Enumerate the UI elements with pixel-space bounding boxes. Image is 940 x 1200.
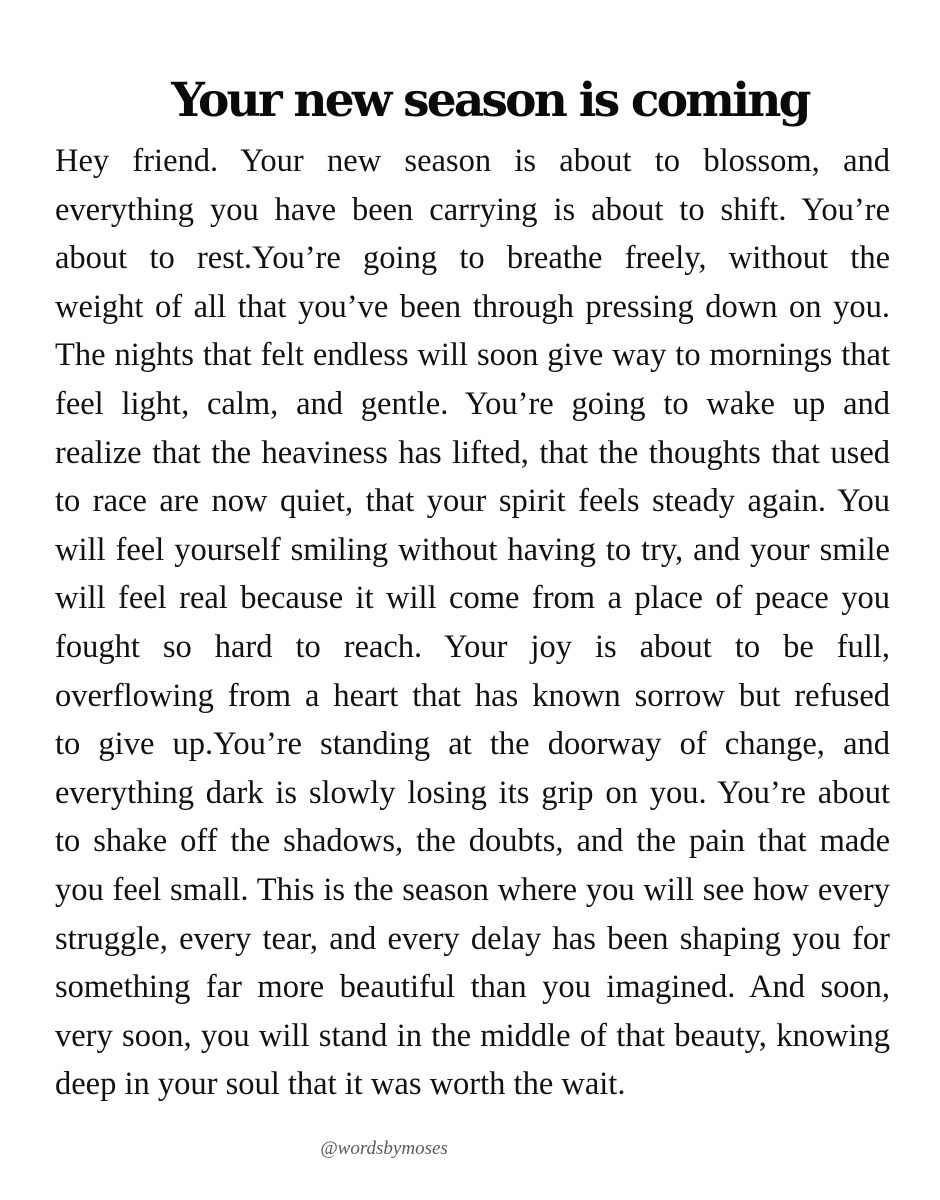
body-line: overflowing from a heart that has known sorrow but refused xyxy=(55,677,890,714)
body-line: about to rest.You’re going to breathe freely, without the xyxy=(55,240,890,277)
body-line: weight of all that you’ve been through pressing down on you. xyxy=(55,288,890,325)
author-handle: @wordsbymoses xyxy=(320,1138,448,1159)
body-line: feel light, calm, and gentle. You’re going to wake up and xyxy=(55,385,890,422)
body-line: will feel yourself smiling without having to try, and your smile xyxy=(55,531,890,568)
post-title: Your new season is coming xyxy=(171,73,809,128)
body-line: Hey friend. Your new season is about to blossom, and xyxy=(55,143,890,179)
body-line: fought so hard to reach. Your joy is about to be full, xyxy=(55,628,890,665)
body-line: very soon, you will stand in the middle of that beauty, knowing xyxy=(55,1017,890,1054)
body-line: realize that the heaviness has lifted, that the thoughts that used xyxy=(55,434,890,471)
body-line: The nights that felt endless will soon give way to mornings that xyxy=(55,337,890,374)
body-line: will feel real because it will come from a place of peace you xyxy=(55,580,890,617)
body-line: everything dark is slowly losing its grip on you. You’re about xyxy=(55,774,890,811)
body-line: to give up.You’re standing at the doorway of change, and xyxy=(55,726,890,763)
body-line: to race are now quiet, that your spirit feels steady again. You xyxy=(55,483,890,520)
body-line: struggle, every tear, and every delay has been shaping you for xyxy=(55,920,890,957)
body-line: you feel small. This is the season where you will see how every xyxy=(55,871,890,908)
body-line: everything you have been carrying is about to shift. You’re xyxy=(55,191,890,228)
body-line: deep in your soul that it was worth the wait. xyxy=(55,1066,626,1103)
post-body xyxy=(55,137,890,1109)
body-line: something far more beautiful than you imagined. And soon, xyxy=(55,969,890,1006)
body-line: to shake off the shadows, the doubts, and the pain that made xyxy=(55,823,890,860)
